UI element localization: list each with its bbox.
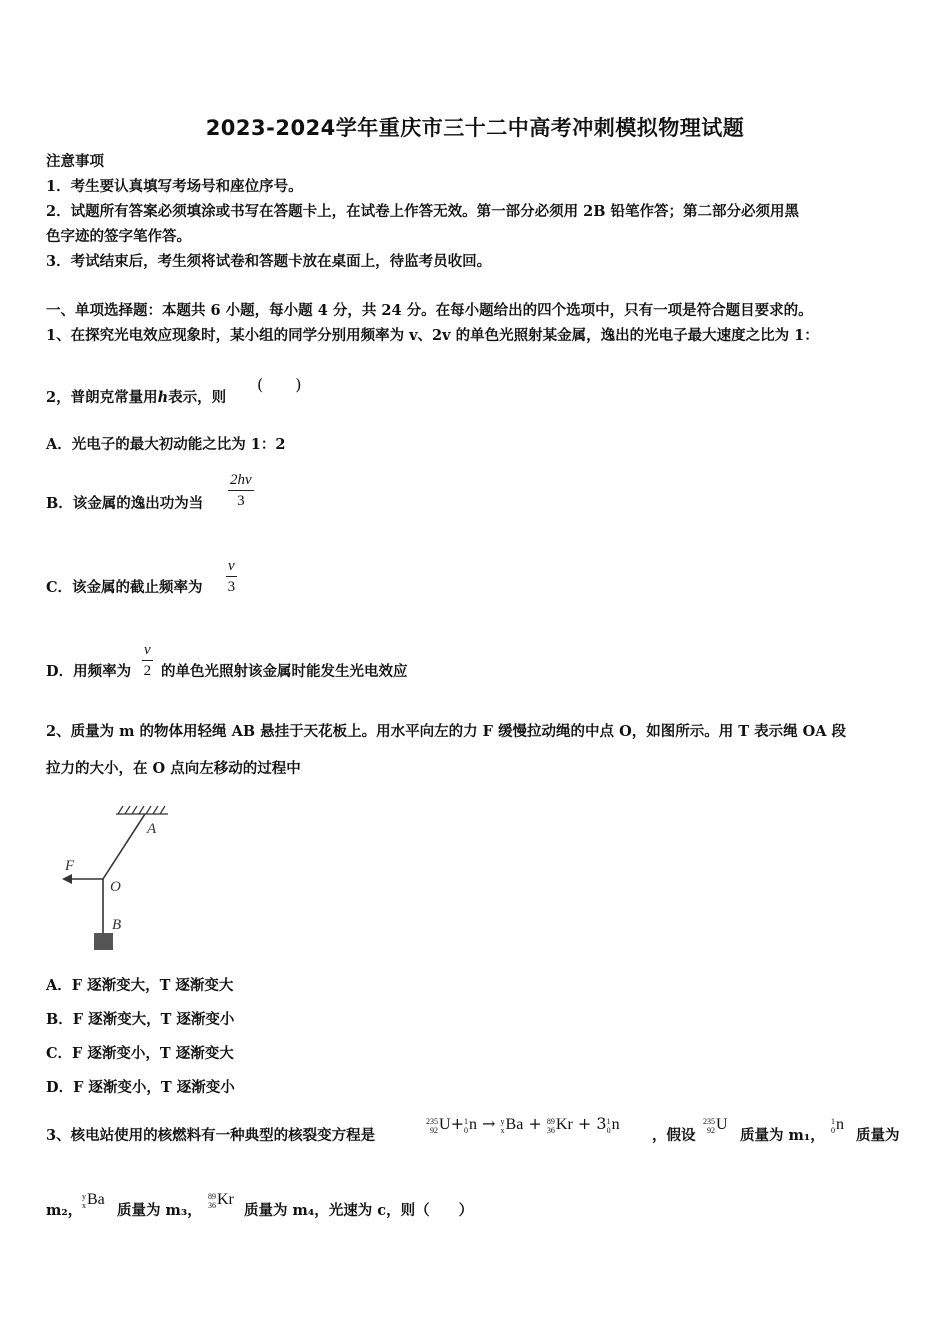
notice-item-1: 1．考生要认真填写考场号和座位序号。 bbox=[46, 178, 303, 195]
notice-heading: 注意事项 bbox=[46, 153, 104, 170]
plus-sign: + bbox=[523, 1114, 547, 1133]
atomic-number: x bbox=[82, 1200, 86, 1210]
neutron-coefficient: 3 bbox=[596, 1114, 607, 1133]
element-symbol: U bbox=[716, 1116, 728, 1133]
q2-figure bbox=[56, 800, 176, 955]
barium-nuclide bbox=[82, 1191, 105, 1210]
q2-option-b: B．F 逐渐变大，T 逐渐变小 bbox=[46, 1011, 235, 1028]
barium-nuclide bbox=[501, 1116, 524, 1135]
uranium-nuclide bbox=[703, 1116, 728, 1135]
q1-answer-paren: ( ) bbox=[257, 375, 302, 394]
q2-option-d: D．F 逐渐变小，T 逐渐变小 bbox=[46, 1079, 235, 1096]
atomic-number: 0 bbox=[606, 1125, 611, 1135]
element-symbol: n bbox=[468, 1116, 477, 1133]
label-b: B bbox=[112, 917, 122, 933]
atomic-number: 92 bbox=[430, 1125, 438, 1135]
notice-item-2-cont: 色字迹的签字笔作答。 bbox=[46, 228, 191, 245]
atomic-number: x bbox=[500, 1125, 505, 1135]
q3-line1-d: 质量为 bbox=[856, 1127, 900, 1144]
mass-number: 235 bbox=[703, 1116, 715, 1126]
q1-option-b: B．该金属的逸出功为当 bbox=[46, 495, 204, 512]
q3-line2-a: m₂， bbox=[46, 1202, 83, 1219]
krypton-nuclide bbox=[208, 1191, 234, 1210]
q2-option-c: C．F 逐渐变小，T 逐渐变大 bbox=[46, 1045, 234, 1062]
q3-krypton-ref bbox=[208, 1189, 234, 1210]
q1-option-d-a: D．用频率为 bbox=[46, 663, 132, 680]
label-f: F bbox=[65, 858, 75, 874]
force-arrowhead bbox=[62, 874, 72, 884]
neutron-nuclide bbox=[607, 1116, 620, 1135]
mass-number: y bbox=[82, 1191, 86, 1201]
atomic-number: 36 bbox=[546, 1125, 555, 1135]
neutron-nuclide bbox=[831, 1116, 844, 1135]
label-o: O bbox=[110, 879, 121, 895]
q3-neutron-ref bbox=[831, 1114, 844, 1135]
notice-item-2: 2．试题所有答案必须填涂或书写在答题卡上，在试卷上作答无效。第一部分必须用 2B 铅笔作答；第二部分必须用黑 bbox=[46, 203, 800, 220]
q3-line1-c: 质量为 m₁， bbox=[740, 1127, 825, 1144]
label-a: A bbox=[147, 821, 157, 837]
mass-number: 235 bbox=[426, 1116, 438, 1126]
q3-barium-ref bbox=[82, 1189, 105, 1210]
page-title: 2023-2024学年重庆市三十二中高考冲刺模拟物理试题 bbox=[205, 116, 745, 140]
q1-line1: 1、在探究光电效应现象时，某小组的同学分别用频率为 v、2v 的单色光照射某金属，逸出的光电子最大速度之比为 1： bbox=[46, 327, 819, 344]
atomic-number: 0 bbox=[463, 1125, 468, 1135]
q3-line2-b: 质量为 m₃， bbox=[117, 1202, 202, 1219]
element-symbol: Ba bbox=[87, 1191, 105, 1208]
element-symbol: Kr bbox=[217, 1191, 234, 1208]
q3-fission-equation bbox=[426, 1114, 620, 1135]
mass-number: 1 bbox=[463, 1116, 468, 1126]
fraction-numerator: v bbox=[142, 640, 153, 661]
neutron-nuclide bbox=[464, 1116, 477, 1135]
element-symbol: U bbox=[439, 1116, 451, 1133]
element-symbol: Ba bbox=[505, 1116, 524, 1133]
element-symbol: n bbox=[611, 1116, 620, 1133]
fraction-denominator: 3 bbox=[227, 579, 236, 595]
q1-line2-text-a: 2，普朗克常量用 bbox=[46, 389, 158, 406]
q2-line1: 2、质量为 m 的物体用轻绳 AB 悬挂于天花板上。用水平向左的力 F 缓慢拉动绳的中点 O，如图所示。用 T 表示绳 OA 段 bbox=[46, 723, 847, 740]
plus-sign: + bbox=[572, 1114, 597, 1133]
uranium-nuclide bbox=[426, 1116, 451, 1135]
atomic-number: 36 bbox=[208, 1200, 216, 1210]
q3-line1-b: ，假设 bbox=[652, 1127, 696, 1144]
fraction-numerator: 2hv bbox=[228, 470, 254, 491]
q1-option-c-fraction bbox=[226, 556, 237, 597]
notice-item-3: 3．考试结束后，考生须将试卷和答题卡放在桌面上，待监考员收回。 bbox=[46, 253, 492, 270]
q1-line2-text-b: 表示，则 bbox=[168, 389, 227, 406]
q3-line2-c: 质量为 m₄，光速为 c，则（ ） bbox=[244, 1202, 474, 1219]
q1-option-b-fraction bbox=[228, 470, 254, 511]
krypton-nuclide bbox=[547, 1116, 573, 1135]
q1-option-d-b: 的单色光照射该金属时能发生光电效应 bbox=[161, 663, 408, 680]
fraction-denominator: 3 bbox=[237, 493, 245, 509]
atomic-number: 92 bbox=[707, 1125, 715, 1135]
q3-uranium-ref bbox=[703, 1114, 728, 1135]
q1-line2 bbox=[46, 388, 226, 408]
arrow-icon: → bbox=[476, 1114, 501, 1133]
ceiling-hatch bbox=[116, 806, 168, 814]
element-symbol: n bbox=[836, 1116, 844, 1133]
q3-line1-a: 3、核电站使用的核燃料有一种典型的核裂变方程是 bbox=[46, 1127, 376, 1144]
atomic-number: 0 bbox=[831, 1125, 835, 1135]
mass-block bbox=[94, 933, 113, 950]
q1-planck-h: h bbox=[157, 389, 169, 406]
mass-number: y bbox=[500, 1116, 505, 1126]
rope-oa bbox=[103, 814, 145, 879]
section-heading: 一、单项选择题：本题共 6 小题，每小题 4 分，共 24 分。在每小题给出的四个选项中，只有一项是符合题目要求的。 bbox=[46, 302, 813, 319]
mass-number: 89 bbox=[546, 1116, 555, 1126]
q1-option-d-fraction bbox=[142, 640, 153, 681]
q2-option-a: A．F 逐渐变大，T 逐渐变大 bbox=[46, 977, 234, 994]
mass-number: 1 bbox=[606, 1116, 611, 1126]
fraction-numerator: v bbox=[226, 556, 237, 577]
mass-number: 1 bbox=[831, 1116, 835, 1126]
plus-sign: + bbox=[450, 1114, 464, 1133]
q2-line2: 拉力的大小，在 O 点向左移动的过程中 bbox=[46, 760, 301, 777]
mass-number: 89 bbox=[208, 1191, 216, 1201]
fraction-denominator: 2 bbox=[143, 663, 152, 679]
element-symbol: Kr bbox=[555, 1116, 573, 1133]
q1-option-a: A．光电子的最大初动能之比为 1：2 bbox=[46, 436, 286, 453]
q1-option-c: C．该金属的截止频率为 bbox=[46, 579, 203, 596]
